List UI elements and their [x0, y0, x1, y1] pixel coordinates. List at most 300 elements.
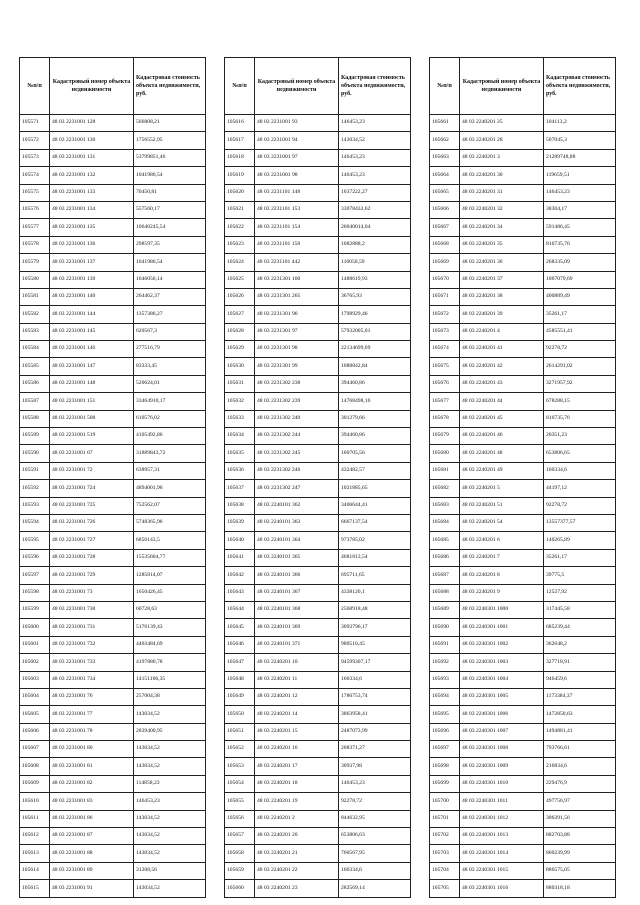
- row-number: 105575: [20, 184, 50, 201]
- row-number: 105628: [225, 323, 255, 340]
- table-row: [225, 688, 411, 705]
- table-row: [430, 688, 616, 705]
- table-row: [225, 532, 411, 549]
- table-row: [225, 480, 411, 497]
- cadastral-number: 48 03 2231001 83: [50, 793, 134, 810]
- row-number: 105640: [225, 532, 255, 549]
- cadastral-number: 48 03 2240201 43: [460, 375, 544, 392]
- table-row: [225, 271, 411, 288]
- cadastral-number: 48 03 2231001 87: [50, 828, 134, 845]
- cadastral-cost: 160334,6: [339, 671, 411, 688]
- cadastral-cost: 13557377,57: [544, 514, 616, 531]
- cadastral-number: 48 03 2240201 9: [460, 584, 544, 601]
- table-row: [225, 828, 411, 845]
- cadastral-number: 48 03 2240101 371: [255, 636, 339, 653]
- table-row: [430, 619, 616, 636]
- cadastral-cost: 146453,23: [134, 793, 206, 810]
- cadastral-cost: 653806,63: [339, 828, 411, 845]
- cadastral-cost: 816735,76: [544, 410, 616, 427]
- table-row: [20, 184, 206, 201]
- row-number: 105633: [225, 410, 255, 427]
- cadastral-cost: 886575,05: [544, 862, 616, 879]
- cadastral-cost: 1472850,63: [544, 706, 616, 723]
- cadastral-number: 48 03 2240301 1006: [460, 706, 544, 723]
- table-row: [225, 462, 411, 479]
- row-number: 105646: [225, 636, 255, 653]
- cadastral-number: 48 03 2231001 133: [50, 184, 134, 201]
- row-number: 105671: [430, 288, 460, 305]
- cadastral-cost: 143034,52: [134, 810, 206, 827]
- cadastral-number: 48 03 2231001 144: [50, 306, 134, 323]
- cadastral-number: 48 03 2240301 1002: [460, 636, 544, 653]
- cadastral-number: 48 03 2240201 46: [460, 428, 544, 445]
- table-row: [430, 636, 616, 653]
- cadastral-number: 48 03 2231001 67: [50, 445, 134, 462]
- table-row: [225, 810, 411, 827]
- table-row: [20, 480, 206, 497]
- cadastral-cost: 432482,57: [339, 462, 411, 479]
- cadastral-number: 48 03 2240201 44: [460, 393, 544, 410]
- table-row: [225, 323, 411, 340]
- cadastral-cost: 146453,23: [544, 184, 616, 201]
- cadastral-number: 48 03 2231001 730: [50, 601, 134, 618]
- cadastral-cost: 14151106,35: [134, 671, 206, 688]
- cadastral-number: 48 03 2240101 365: [255, 549, 339, 566]
- cadastral-number: 48 03 2240201 10: [255, 654, 339, 671]
- cadastral-number: 48 03 2231001 73: [50, 584, 134, 601]
- cadastral-number: 48 03 2240201 51: [460, 497, 544, 514]
- table-row: [430, 741, 616, 758]
- cadastral-number: 48 03 2231001 91: [50, 880, 134, 897]
- cadastral-number: 48 03 2240301 1010: [460, 775, 544, 792]
- row-number: 105572: [20, 132, 50, 149]
- header-cadastral-cost: Кадастровая стоимость объекта недвижимости, руб.: [339, 58, 411, 115]
- table-row: [20, 549, 206, 566]
- table-row: [430, 723, 616, 740]
- header-number: №п/п: [20, 58, 50, 115]
- row-number: 105584: [20, 341, 50, 358]
- cadastral-cost: 4585551,41: [544, 323, 616, 340]
- cadastral-number: 48 03 2240201 34: [460, 219, 544, 236]
- cadastral-cost: 4403484,69: [134, 636, 206, 653]
- row-number: 105699: [430, 775, 460, 792]
- table-row: [225, 671, 411, 688]
- cadastral-cost: 844632,95: [339, 810, 411, 827]
- cadastral-number: 48 03 2231001 146: [50, 341, 134, 358]
- row-number: 105677: [430, 393, 460, 410]
- cadastral-cost: 31208,56: [134, 862, 206, 879]
- row-number: 105651: [225, 723, 255, 740]
- row-number: 105613: [20, 845, 50, 862]
- cadastral-cost: 327718,91: [544, 654, 616, 671]
- cadastral-cost: 10640245,54: [134, 219, 206, 236]
- row-number: 105654: [225, 775, 255, 792]
- table-row: [225, 115, 411, 132]
- cadastral-cost: 880318,18: [544, 880, 616, 897]
- row-number: 105597: [20, 567, 50, 584]
- table-row: [430, 462, 616, 479]
- table-row: [225, 567, 411, 584]
- cadastral-cost: 1357386,27: [134, 306, 206, 323]
- cadastral-cost: 208371,27: [339, 741, 411, 758]
- row-number: 105672: [430, 306, 460, 323]
- row-number: 105593: [20, 497, 50, 514]
- row-number: 105624: [225, 254, 255, 271]
- cadastral-cost: 146453,23: [339, 167, 411, 184]
- cadastral-cost: 268335,09: [544, 254, 616, 271]
- row-number: 105702: [430, 828, 460, 845]
- cadastral-number: 48 03 2240301 1008: [460, 741, 544, 758]
- cadastral-number: 48 03 2240201 45: [460, 410, 544, 427]
- table-row: [225, 219, 411, 236]
- cadastral-cost: 14768498,16: [339, 393, 411, 410]
- table-row: [225, 793, 411, 810]
- cadastral-cost: 2614291,02: [544, 358, 616, 375]
- row-number: 105582: [20, 306, 50, 323]
- table-row: [430, 323, 616, 340]
- cadastral-cost: 752562,07: [134, 497, 206, 514]
- cadastral-cost: 1088842,84: [339, 358, 411, 375]
- row-number: 105693: [430, 671, 460, 688]
- table-row: [20, 410, 206, 427]
- cadastral-number: 48 03 2231001 734: [50, 671, 134, 688]
- row-number: 105695: [430, 706, 460, 723]
- cadastral-number: 48 03 2240201 12: [255, 688, 339, 705]
- cadastral-cost: 507045,3: [544, 132, 616, 149]
- table-row: [20, 567, 206, 584]
- cadastral-number: 48 03 2231001 78: [50, 723, 134, 740]
- cadastral-cost: 35261,17: [544, 306, 616, 323]
- row-number: 105665: [430, 184, 460, 201]
- cadastral-number: 48 03 2240201 39: [460, 306, 544, 323]
- table-row: [430, 793, 616, 810]
- table-row: [430, 184, 616, 201]
- cadastral-number: 48 03 2231301 99: [255, 358, 339, 375]
- row-number: 105664: [430, 167, 460, 184]
- cadastral-number: 48 03 2231001 93: [255, 115, 339, 132]
- table-row: [20, 201, 206, 218]
- cadastral-cost: 298597,35: [134, 236, 206, 253]
- table-row: [20, 271, 206, 288]
- cadastral-cost: 1041986,54: [134, 167, 206, 184]
- cadastral-number: 48 03 2231101 154: [255, 219, 339, 236]
- cadastral-number: 48 03 2231001 135: [50, 219, 134, 236]
- cadastral-number: 48 03 2231001 94: [255, 132, 339, 149]
- row-number: 105673: [430, 323, 460, 340]
- table-row: [225, 619, 411, 636]
- table-row: [430, 236, 616, 253]
- row-number: 105578: [20, 236, 50, 253]
- cadastral-cost: 1494881,41: [544, 723, 616, 740]
- cadastral-number: 48 03 2240301 1003: [460, 654, 544, 671]
- table-row: [20, 845, 206, 862]
- row-number: 105606: [20, 723, 50, 740]
- row-number: 105639: [225, 514, 255, 531]
- table-row: [430, 393, 616, 410]
- row-number: 105692: [430, 654, 460, 671]
- cadastral-cost: 35261,17: [544, 549, 616, 566]
- cadastral-number: 48 03 2240301 1001: [460, 619, 544, 636]
- cadastral-number: 48 03 2240201 8: [460, 567, 544, 584]
- cadastral-cost: 15535604,77: [134, 549, 206, 566]
- cadastral-table-1: [19, 57, 206, 898]
- cadastral-number: 48 03 2240201 3: [460, 149, 544, 166]
- cadastral-number: 48 03 2231001 140: [50, 288, 134, 305]
- row-number: 105576: [20, 201, 50, 218]
- row-number: 105612: [20, 828, 50, 845]
- table-header-row: [225, 58, 411, 115]
- row-number: 105687: [430, 567, 460, 584]
- row-number: 105586: [20, 375, 50, 392]
- row-number: 105656: [225, 810, 255, 827]
- cadastral-cost: 557560,17: [134, 201, 206, 218]
- table-row: [225, 167, 411, 184]
- table-row: [20, 393, 206, 410]
- cadastral-cost: 520624,01: [134, 375, 206, 392]
- cadastral-number: 48 03 2240201 2: [255, 810, 339, 827]
- row-number: 105685: [430, 532, 460, 549]
- row-number: 105653: [225, 758, 255, 775]
- cadastral-cost: 760567,95: [339, 845, 411, 862]
- cadastral-cost: 1082888,2: [339, 236, 411, 253]
- table-row: [225, 741, 411, 758]
- table-row: [430, 428, 616, 445]
- cadastral-number: 48 03 2231001 97: [255, 149, 339, 166]
- cadastral-cost: 44197,12: [544, 480, 616, 497]
- row-number: 105644: [225, 601, 255, 618]
- cadastral-cost: 620567,3: [134, 323, 206, 340]
- row-number: 105669: [430, 254, 460, 271]
- cadastral-number: 48 03 2240201 36: [460, 254, 544, 271]
- row-number: 105587: [20, 393, 50, 410]
- cadastral-cost: 1285814,07: [134, 567, 206, 584]
- table-row: [430, 445, 616, 462]
- row-number: 105638: [225, 497, 255, 514]
- row-number: 105574: [20, 167, 50, 184]
- cadastral-cost: 3863958,41: [339, 706, 411, 723]
- table-row: [225, 880, 411, 897]
- cadastral-cost: 1173384,37: [544, 688, 616, 705]
- cadastral-number: 48 03 2231001 733: [50, 654, 134, 671]
- cadastral-number: 48 03 2231101 153: [255, 201, 339, 218]
- cadastral-cost: 94599307,17: [339, 654, 411, 671]
- table-row: [430, 271, 616, 288]
- table-row: [20, 254, 206, 271]
- row-number: 105682: [430, 480, 460, 497]
- cadastral-cost: 26040014,04: [339, 219, 411, 236]
- table-row: [20, 306, 206, 323]
- row-number: 105690: [430, 619, 460, 636]
- table-row: [430, 810, 616, 827]
- table-row: [20, 741, 206, 758]
- cadastral-cost: 146453,23: [339, 775, 411, 792]
- cadastral-number: 48 03 2240101 362: [255, 497, 339, 514]
- row-number: 105580: [20, 271, 50, 288]
- cadastral-number: 48 03 2231301 96: [255, 306, 339, 323]
- cadastral-number: 48 03 2231001 82: [50, 775, 134, 792]
- row-number: 105592: [20, 480, 50, 497]
- row-number: 105670: [430, 271, 460, 288]
- table-row: [225, 358, 411, 375]
- row-number: 105598: [20, 584, 50, 601]
- cadastral-number: 48 03 2240201 22: [255, 862, 339, 879]
- table-row: [20, 132, 206, 149]
- row-number: 105579: [20, 254, 50, 271]
- table-row: [20, 149, 206, 166]
- row-number: 105648: [225, 671, 255, 688]
- cadastral-number: 48 03 2231001 727: [50, 532, 134, 549]
- row-number: 105649: [225, 688, 255, 705]
- cadastral-number: 48 03 2231001 724: [50, 480, 134, 497]
- cadastral-cost: 4894001,96: [134, 480, 206, 497]
- cadastral-number: 48 03 2231001 519: [50, 428, 134, 445]
- table-row: [430, 671, 616, 688]
- table-row: [430, 341, 616, 358]
- cadastral-cost: 1067079,69: [544, 271, 616, 288]
- table-row: [225, 758, 411, 775]
- row-number: 105609: [20, 775, 50, 792]
- cadastral-number: 48 03 2240201 31: [460, 184, 544, 201]
- cadastral-number: 48 03 2240301 1009: [460, 758, 544, 775]
- cadastral-number: 48 03 2231001 732: [50, 636, 134, 653]
- row-number: 105668: [430, 236, 460, 253]
- table-row: [430, 845, 616, 862]
- cadastral-cost: 973785,02: [339, 532, 411, 549]
- cadastral-cost: 282569,14: [339, 880, 411, 897]
- cadastral-number: 48 03 2231001 139: [50, 271, 134, 288]
- table-row: [225, 514, 411, 531]
- table-row: [430, 775, 616, 792]
- table-row: [225, 149, 411, 166]
- cadastral-cost: 92278,72: [544, 497, 616, 514]
- row-number: 105667: [430, 219, 460, 236]
- cadastral-cost: 264462,37: [134, 288, 206, 305]
- cadastral-number: 48 03 2231001 137: [50, 254, 134, 271]
- cadastral-number: 48 03 2240201 20: [255, 828, 339, 845]
- cadastral-number: 48 03 2240301 1004: [460, 671, 544, 688]
- cadastral-number: 48 03 2240201 38: [460, 288, 544, 305]
- table-row: [430, 115, 616, 132]
- cadastral-number: 48 03 2240201 42: [460, 358, 544, 375]
- row-number: 105635: [225, 445, 255, 462]
- table-header-row: [20, 58, 206, 115]
- row-number: 105675: [430, 358, 460, 375]
- cadastral-number: 48 03 2231302 240: [255, 410, 339, 427]
- row-number: 105703: [430, 845, 460, 862]
- cadastral-number: 48 03 2231302 244: [255, 428, 339, 445]
- cadastral-number: 48 03 2240101 368: [255, 601, 339, 618]
- table-row: [225, 445, 411, 462]
- cadastral-number: 48 03 2231001 130: [50, 132, 134, 149]
- row-number: 105662: [430, 132, 460, 149]
- cadastral-number: 48 03 2240101 364: [255, 532, 339, 549]
- cadastral-cost: 1756552,95: [134, 132, 206, 149]
- row-number: 105632: [225, 393, 255, 410]
- cadastral-cost: 1786753,74: [339, 688, 411, 705]
- row-number: 105681: [430, 462, 460, 479]
- cadastral-cost: 38304,17: [544, 201, 616, 218]
- cadastral-number: 48 03 2231001 728: [50, 549, 134, 566]
- cadastral-number: 48 03 2231302 238: [255, 375, 339, 392]
- table-row: [225, 132, 411, 149]
- table-row: [225, 706, 411, 723]
- table-row: [225, 410, 411, 427]
- header-cadastral-cost: Кадастровая стоимость объекта недвижимости, руб.: [134, 58, 206, 115]
- cadastral-cost: 143034,52: [134, 880, 206, 897]
- cadastral-number: 48 03 2240301 1016: [460, 880, 544, 897]
- cadastral-number: 48 03 2231001 134: [50, 201, 134, 218]
- header-number: №п/п: [225, 58, 255, 115]
- cadastral-cost: 116050,59: [339, 254, 411, 271]
- cadastral-cost: 6667137,54: [339, 514, 411, 531]
- cadastral-cost: 160705,56: [339, 445, 411, 462]
- cadastral-cost: 2487073,99: [339, 723, 411, 740]
- cadastral-cost: 1021885,65: [339, 480, 411, 497]
- cadastral-cost: 83333,45: [134, 358, 206, 375]
- row-number: 105680: [430, 445, 460, 462]
- table-row: [225, 288, 411, 305]
- table-row: [430, 880, 616, 897]
- table-row: [430, 706, 616, 723]
- row-number: 105603: [20, 671, 50, 688]
- cadastral-cost: 4338120,1: [339, 584, 411, 601]
- row-number: 105595: [20, 532, 50, 549]
- table-row: [225, 723, 411, 740]
- row-number: 105700: [430, 793, 460, 810]
- row-number: 105643: [225, 584, 255, 601]
- cadastral-cost: 4197880,78: [134, 654, 206, 671]
- cadastral-cost: 980510,45: [339, 636, 411, 653]
- cadastral-cost: 12527,92: [544, 584, 616, 601]
- cadastral-number: 48 03 2231001 726: [50, 514, 134, 531]
- cadastral-number: 48 03 2240301 1012: [460, 810, 544, 827]
- cadastral-cost: 146453,23: [339, 149, 411, 166]
- cadastral-number: 48 03 2240201 7: [460, 549, 544, 566]
- table-header-row: [430, 58, 616, 115]
- row-number: 105659: [225, 862, 255, 879]
- cadastral-number: 48 03 2231301 265: [255, 288, 339, 305]
- cadastral-cost: 160334,6: [339, 862, 411, 879]
- cadastral-number: 48 03 2231001 508: [50, 410, 134, 427]
- cadastral-number: 48 03 2231001 128: [50, 115, 134, 132]
- cadastral-cost: 33078432,62: [339, 201, 411, 218]
- table-row: [225, 428, 411, 445]
- cadastral-number: 48 03 2231001 89: [50, 862, 134, 879]
- row-number: 105679: [430, 428, 460, 445]
- cadastral-cost: 5748365,96: [134, 514, 206, 531]
- cadastral-number: 48 03 2240201 6: [460, 532, 544, 549]
- cadastral-cost: 317445,58: [544, 601, 616, 618]
- cadastral-number: 48 03 2240201 49: [460, 462, 544, 479]
- row-number: 105607: [20, 741, 50, 758]
- table-row: [20, 358, 206, 375]
- cadastral-cost: 257004,38: [134, 688, 206, 705]
- cadastral-number: 48 03 2240101 367: [255, 584, 339, 601]
- table-row: [20, 167, 206, 184]
- cadastral-number: 48 03 2240201 37: [460, 271, 544, 288]
- table-row: [20, 445, 206, 462]
- cadastral-number: 48 03 2231001 88: [50, 845, 134, 862]
- table-row: [225, 601, 411, 618]
- cadastral-cost: 301279,66: [339, 410, 411, 427]
- cadastral-number: 48 03 2231001 136: [50, 236, 134, 253]
- cadastral-number: 48 03 2240201 32: [460, 201, 544, 218]
- cadastral-cost: 30937,98: [339, 758, 411, 775]
- row-number: 105642: [225, 567, 255, 584]
- cadastral-number: 48 03 2240301 1000: [460, 601, 544, 618]
- row-number: 105596: [20, 549, 50, 566]
- row-number: 105663: [430, 149, 460, 166]
